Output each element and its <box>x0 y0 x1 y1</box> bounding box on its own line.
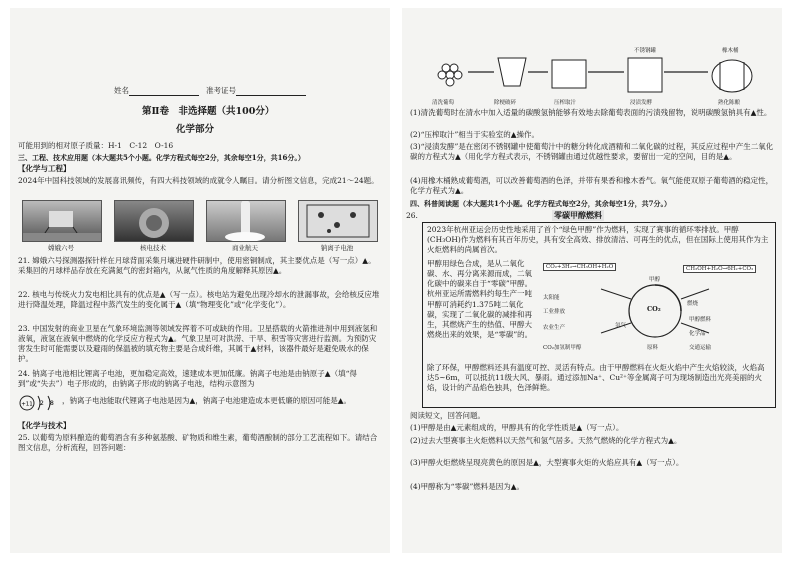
article-title: 零碳甲醇燃料 <box>554 210 602 220</box>
question-24-part-a: 24. 钠离子电池相比锂离子电池，更加稳定高效，速建成本更加低廉。钠离子电池是由钠原子▲（填“得到”或“失去”）电子形成的，由钠离子形成的钠离子电池，结构示意图为 <box>18 369 357 389</box>
question-23: 23. 中国发射的商业卫星在气象环境监测等领域发挥着不可或缺的作用。卫星搭载的火箭推进剂中用到液氢和液氧，液氢在液氧中燃烧的化学反应方程式为▲。气象卫星可对洪涝、干旱、积雪等灾害进行监测。为预防灾害发生时可能需要以及避雨的保温被的填充物主要是合成纤维，其属于▲材料，该器件最好是避免吸水的保护。 <box>18 324 378 364</box>
section-three-heading: 三、工程、技术应用题（本大题共5个小题。化学方程式每空2分，其余每空1分，共16分。） <box>18 153 305 162</box>
flow-step-5: 熟化陈酿 <box>718 100 741 106</box>
diagram-label-solar: 太阳能 <box>543 295 560 301</box>
caption-space: 商业航天 <box>232 244 258 252</box>
reading-question-1: (1)甲醇是由▲元素组成的，甲醇具有的化学性质是▲（写一点）。 <box>410 423 624 432</box>
svg-text:+11: +11 <box>21 401 33 408</box>
article-paragraph-1: 2023年杭州亚运会历史性地采用了首个“绿色甲醇”作为燃料，实现了赛事的循环零排放。甲醇(CH₃OH)作为燃料有其百年历史，具有安全高效、排放清洁、可再生的优点，但在国际上使用其作为主火炬燃料的尚属首次。 <box>427 225 769 255</box>
photo-battery <box>298 200 378 242</box>
part-title: 第Ⅱ卷 非选择题（共100分） <box>142 106 275 117</box>
reading-intro: 阅读短文，回答问题。 <box>410 411 485 420</box>
left-sheet <box>10 8 390 553</box>
diagram-label-fuel: 甲醇燃料 <box>689 317 712 323</box>
article-box <box>422 222 776 408</box>
flow-tag-oak-barrel: 橡木桶 <box>722 48 739 54</box>
article-paragraph-2: 甲醇用绿色合成，是从二氧化碳、水、再分离来源而成，二氧化碳中的碳来自于“零碳”甲醇。杭州亚运所需燃料约每生产一吨甲醇可消耗约1.375吨二氧化碳，实现了二氧化碳的减排和再生，其燃烧产生的热值、甲醇大燃烧出来的效果，是“零碳”的。 <box>427 259 533 339</box>
diagram-label-hydrogenation: CO₂加氢制甲醇 <box>543 345 582 351</box>
diagram-label-transport: 交通运输 <box>689 345 712 351</box>
name-blank <box>129 86 199 96</box>
flow-step-3: 压榨取汁 <box>554 100 577 106</box>
diagram-label-eq1: CO₂+3H₂→CH₃OH+H₂O <box>543 263 616 271</box>
name-field <box>114 86 199 96</box>
reading-question-2: (2)过去大型赛事主火炬燃料以天然气和氢气居多。天然气燃烧的化学方程式为▲。 <box>410 436 682 445</box>
diagram-center-co2: CO₂ <box>647 305 661 313</box>
q25-sub-1: (1)清洗葡萄时在清水中加入适量的碳酸氢钠能够有效地去除葡萄表面的污渍残留物，说明碳酸氢钠具有▲性。 <box>410 108 772 117</box>
id-label: 准考证号 <box>206 86 236 95</box>
diagram-label-eq2: CH₃OH+H₂O→6H₂+CO₂ <box>683 265 756 273</box>
atomic-mass-line: 可能用到的相对原子质量：H-1 C-12 O-16 <box>18 141 174 150</box>
article-paragraph-3: 除了环保，甲醇燃料还具有温度可控、灵活有特点。由于甲醇燃料在火炬火焰中产生火焰较淡，火焰高达5~6m，可以抵抗11级大风、暴雨。通过添加Na⁺、Cu²⁺等金属离子可为现场制造出光亮美丽的火焰，设计的产品焰色独具，色泽鲜艳。 <box>427 363 765 393</box>
flow-step-2: 除梗破碎 <box>494 100 517 106</box>
rocket-illustration <box>207 201 285 241</box>
intro-paragraph: 2024年中国科技领域的发展喜讯频传，有四大科技领域的成就令人瞩目。请分析图文信息，完成21～24题。 <box>18 176 379 185</box>
q25-sub-2: (2)“压榨取汁”相当于实验室的▲操作。 <box>410 130 540 139</box>
flow-step-4: 浸渍发酵 <box>630 100 653 106</box>
lander-illustration <box>23 201 101 241</box>
section-four-heading: 四、科普阅读题（本大题共1个小题。化学方程式每空2分，其余每空1分，共7分。） <box>410 199 671 208</box>
question-21: 21. 嫦娥六号探测器探针样在月球背面采集月壤进硬件研制中，使用密铜制成，其主要优点是（写一点）▲。采集回的月球样品存放在充满氮气的密封箱内，从氮气性质的角度解释其原因▲。 <box>18 256 376 276</box>
diagram-label-hydrogen: 氢气 <box>615 323 627 329</box>
tag-chem-technology: 【化学与技术】 <box>18 421 71 430</box>
question-22: 22. 核电与传统火力发电相比具有的优点是▲（写一点）。核电站为避免出现冷却水的泄漏事故，会给核反应堆进行降温处理，降温过程中蒸汽发生的变化属于▲（填“物理变化”或“化学变化”）。 <box>18 290 380 310</box>
diagram-label-methanol: 甲醇 <box>649 277 661 283</box>
name-label: 姓名 <box>114 86 129 95</box>
flow-step-1: 清洗葡萄 <box>432 100 455 106</box>
reactor-illustration <box>115 201 193 241</box>
id-field <box>206 86 306 96</box>
diagram-label-combustion: 燃烧 <box>687 301 699 307</box>
q25-sub-4: (4)用橡木桶熟成葡萄酒，可以改善葡萄酒的色泽，并带有果香和橡木香气。氧气能使双原子葡萄酒的稳定性，化学方程式为▲。 <box>410 176 774 196</box>
question-25: 25. 以葡萄为原料酿造的葡萄酒含有多种氨基酸、矿物质和维生素，葡萄酒酿制的部分工艺流程如下。请结合图文信息，分析流程，回答问题： <box>18 433 378 453</box>
id-blank <box>236 86 306 96</box>
tag-chem-engineering: 【化学与工程】 <box>18 164 71 173</box>
svg-text:2: 2 <box>40 400 44 407</box>
diagram-label-chemicals: 化学品 <box>689 331 706 337</box>
caption-change6: 嫦娥六号 <box>48 244 74 252</box>
reading-question-4: (4)甲醇称为“零碳”燃料是因为▲。 <box>410 482 525 491</box>
battery-illustration <box>299 201 377 241</box>
svg-text:8: 8 <box>50 400 54 407</box>
photo-change6 <box>22 200 102 242</box>
diagram-label-agriculture: 农业生产 <box>543 325 566 331</box>
photo-nuclear <box>114 200 194 242</box>
question-26-number: 26. <box>406 211 418 220</box>
q25-sub-3: (3)“浸渍发酵”是在密闭不锈钢罐中使葡萄汁中的糖分转化成酒精和二氧化碳的过程，其反应过程中产生二氧化碳的方程式为▲（用化学方程式表示，不锈钢罐由通过优越性要求，要留出一定的空间，目的是▲。 <box>410 142 774 162</box>
right-sheet <box>402 8 782 553</box>
subject-title: 化学部分 <box>176 124 215 135</box>
question-24-part-b: ，钠离子电池能取代锂离子电池是因为▲，钠离子电池建造成本更低廉的原因可能是▲。 <box>62 396 352 405</box>
caption-nuclear: 核电技术 <box>140 244 166 252</box>
photo-space <box>206 200 286 242</box>
diagram-label-raw: 原料 <box>647 345 659 351</box>
reading-question-3: (3)甲醇火炬燃烧呈现亮黄色的原因是▲，大型赛事火炬的火焰应具有▲（写一点）。 <box>410 458 684 467</box>
flow-tag-steel-tank: 不锈钢罐 <box>634 48 657 54</box>
co2-cycle-diagram <box>541 259 769 361</box>
caption-battery: 钠离子电池 <box>320 244 354 252</box>
diagram-label-industry: 工业排放 <box>543 309 566 315</box>
